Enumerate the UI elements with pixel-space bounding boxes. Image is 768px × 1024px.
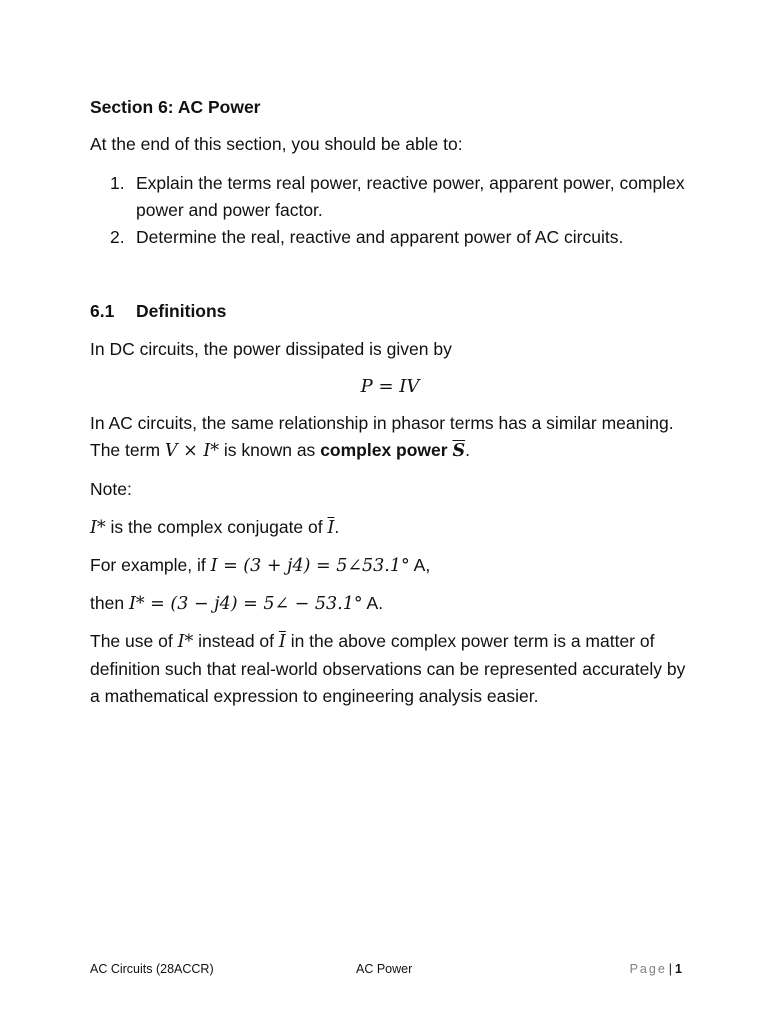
footer-page-number: 1: [675, 962, 682, 976]
list-item-number: 1.: [110, 173, 125, 193]
then-unit: A.: [366, 593, 384, 613]
section-title: Section 6: AC Power: [90, 97, 261, 117]
footer-topic: AC Power: [356, 962, 413, 976]
paragraph-dc: In DC circuits, the power dissipated is given by: [90, 339, 452, 359]
example-equation: I = (3 + j4) = 5∠53.1°: [210, 556, 410, 576]
list-item-number: 2.: [110, 227, 125, 247]
note-label: Note:: [90, 479, 132, 499]
list-item: [90, 170, 690, 224]
subsection-heading: [90, 298, 226, 325]
footer-page-label: Page: [629, 962, 667, 976]
subsection-title: Definitions: [136, 301, 227, 321]
current-symbol: $\overline{I}$: [278, 632, 286, 652]
example-unit: A,: [413, 555, 431, 575]
list-item-text: Explain the terms real power, reactive power, apparent power, complex power and power factor.: [136, 173, 685, 220]
paragraph-definition-text-3: in the above complex power term is a matter of definition such that real-world observations can be represented accurately by a mathematical expression to engineering analysis easier.: [90, 631, 686, 706]
paragraph-ac-text-2: is known as: [223, 440, 316, 460]
complex-power-symbol: $\overline{S}$: [452, 441, 466, 461]
paragraph-definition: [90, 628, 690, 710]
then-equation: I* = (3 − j4) = 5∠ − 53.1°: [128, 594, 363, 614]
paragraph-ac-text: In AC circuits, the same relationship in phasor terms has a similar meaning. The term: [90, 413, 674, 460]
complex-power-term: V × I*: [164, 441, 219, 461]
conjugate-symbol: I*: [177, 632, 194, 652]
objectives-list: [90, 170, 690, 251]
subsection-number: 6.1: [90, 301, 115, 321]
conjugate-text: is the complex conjugate of: [110, 517, 323, 537]
then-line: [90, 590, 690, 618]
paragraph-ac: [90, 410, 690, 465]
paragraph-definition-text: The use of: [90, 631, 173, 651]
then-prefix: then: [90, 593, 125, 613]
current-symbol: $\overline{I}$: [327, 518, 335, 538]
conjugate-symbol: I*: [90, 518, 106, 538]
equation-dc-power: P = IV: [360, 376, 420, 397]
footer-page: [630, 960, 682, 978]
list-item: [90, 224, 690, 251]
list-item-text: Determine the real, reactive and apparent power of AC circuits.: [136, 227, 624, 247]
section-intro: At the end of this section, you should be able to:: [90, 134, 463, 154]
paragraph-definition-text-2: instead of: [198, 631, 275, 651]
example-prefix: For example, if: [90, 555, 206, 575]
example-line: [90, 552, 690, 580]
conjugate-line: [90, 514, 690, 542]
conjugate-end: .: [334, 517, 340, 537]
footer-course: AC Circuits (28ACCR): [90, 962, 214, 976]
paragraph-ac-end: .: [465, 440, 470, 460]
complex-power-label: complex power: [320, 440, 448, 460]
footer-separator: |: [668, 962, 673, 976]
